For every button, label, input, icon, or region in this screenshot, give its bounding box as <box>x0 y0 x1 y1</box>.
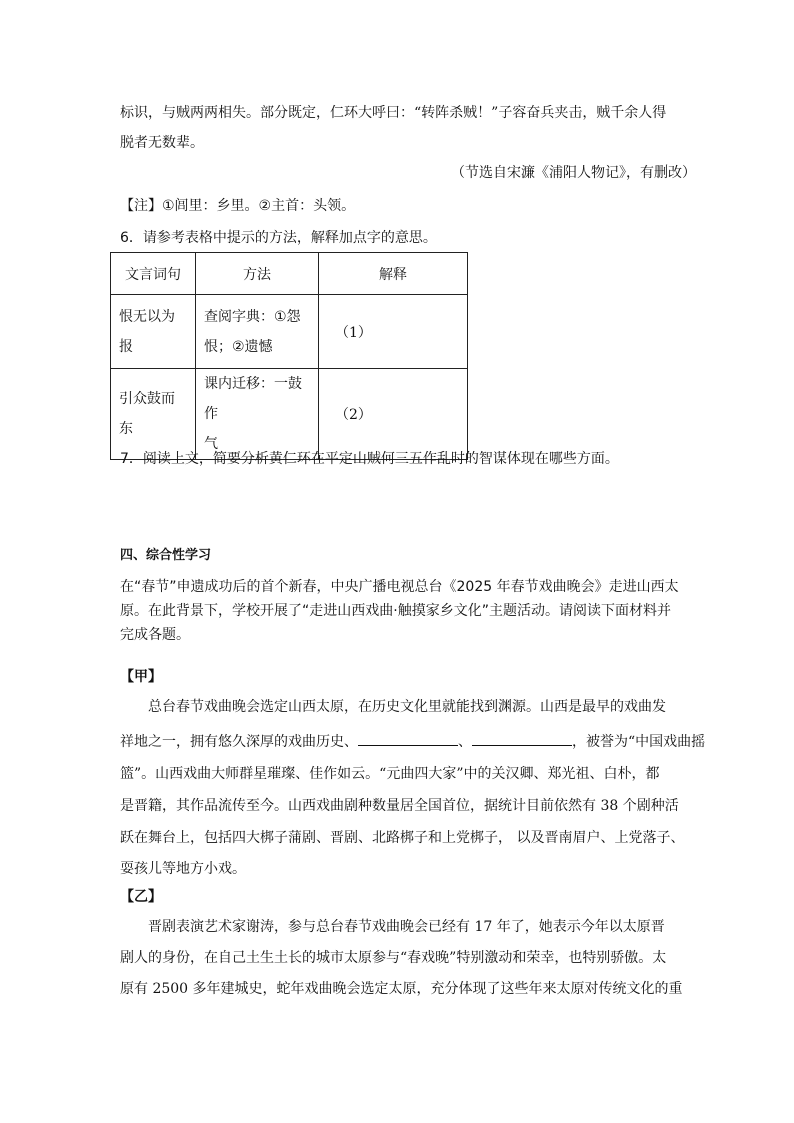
method-line: 气 <box>204 436 218 452</box>
jia-separator: 、 <box>458 734 472 750</box>
question-6: 6．请参考表格中提示的方法，解释加点字的意思。 <box>120 230 437 246</box>
question-7: 7．阅读上文，简要分析黄仁环在平定山贼何三五作乱时的智谋体现在哪些方面。 <box>120 451 619 467</box>
jia-line-2 <box>120 731 706 752</box>
answer-cell-1[interactable]: （1） <box>319 295 468 369</box>
fill-blank-2[interactable] <box>472 731 572 746</box>
jia-line-6: 耍孩儿等地方小戏。 <box>120 861 246 877</box>
phrase-line: 恨无以为 <box>119 308 175 325</box>
passage-line-1: 标识，与贼两两相失。部分既定，仁环大呼曰：“转阵杀贼！”子容奋兵夹击，贼千余人得 <box>120 105 667 121</box>
intro-line: 完成各题。 <box>120 627 190 643</box>
phrase-cell <box>111 369 196 460</box>
section-intro <box>120 575 680 647</box>
material-yi-label: 【乙】 <box>120 889 162 905</box>
yi-line-2: 剧人的身份，在自己土生土长的城市太原参与“春戏晚”特别激动和荣幸，也特别骄傲。太 <box>120 950 667 966</box>
method-table <box>110 252 468 460</box>
intro-line: 在“春节”申遗成功后的首个新春，中央广播电视总台《2025 年春节戏曲晚会》走进山西太 <box>120 579 679 595</box>
passage-line-2: 脱者无数辈。 <box>120 135 204 151</box>
jia-text: ，被誉为“中国戏曲摇 <box>572 734 706 750</box>
method-line: 恨；②遗憾 <box>204 338 273 355</box>
phrase-line: 东 <box>119 421 133 437</box>
source-citation: （节选自宋濂《浦阳人物记》，有删改） <box>451 165 696 181</box>
jia-line-3: 篮”。山西戏曲大师群星璀璨、佳作如云。“元曲四大家”中的关汉卿、郑光祖、白朴，都 <box>120 766 660 782</box>
yi-line-1: 晋剧表演艺术家谢涛，参与总台春节戏曲晚会已经有 17 年了，她表示今年以太原晋 <box>148 919 665 935</box>
header-phrase: 文言词句 <box>111 253 196 295</box>
section-title: 四、综合性学习 <box>120 548 212 563</box>
jia-line-5: 跃在舞台上，包括四大梆子蒲剧、晋剧、北路梆子和上党梆子， 以及晋南眉户、上党落子、 <box>120 830 685 846</box>
phrase-cell <box>111 295 196 369</box>
header-explanation: 解释 <box>319 253 468 295</box>
jia-line-4: 是晋籍，其作品流传至今。山西戏曲剧种数量居全国首位，据统计目前依然有 38 个剧种活 <box>120 798 679 814</box>
method-cell <box>196 295 319 369</box>
phrase-line: 引众鼓而 <box>119 391 175 407</box>
answer-cell-2[interactable]: （2） <box>319 369 468 460</box>
table-row <box>111 369 468 460</box>
header-method: 方法 <box>196 253 319 295</box>
method-cell <box>196 369 319 460</box>
table-row <box>111 295 468 369</box>
table-header-row <box>111 253 468 295</box>
fill-blank-1[interactable] <box>358 731 458 746</box>
yi-line-3: 原有 2500 多年建城史，蛇年戏曲晚会选定太原，充分体现了这些年来太原对传统文化的重 <box>120 981 683 997</box>
method-line: 查阅字典：①怨 <box>204 308 301 325</box>
material-jia-label: 【甲】 <box>120 669 162 685</box>
jia-text: 祥地之一，拥有悠久深厚的戏曲历史、 <box>120 734 358 750</box>
jia-line-1: 总台春节戏曲晚会选定山西太原，在历史文化里就能找到渊源。山西是最早的戏曲发 <box>148 699 666 715</box>
method-line: 课内迁移：一鼓作 <box>204 376 302 422</box>
intro-line: 原。在此背景下，学校开展了“走进山西戏曲·触摸家乡文化”主题活动。请阅读下面材料并 <box>120 603 671 619</box>
phrase-line: 报 <box>119 338 133 355</box>
annotation-note: 【注】①闾里：乡里。②主首：头领。 <box>120 198 356 214</box>
